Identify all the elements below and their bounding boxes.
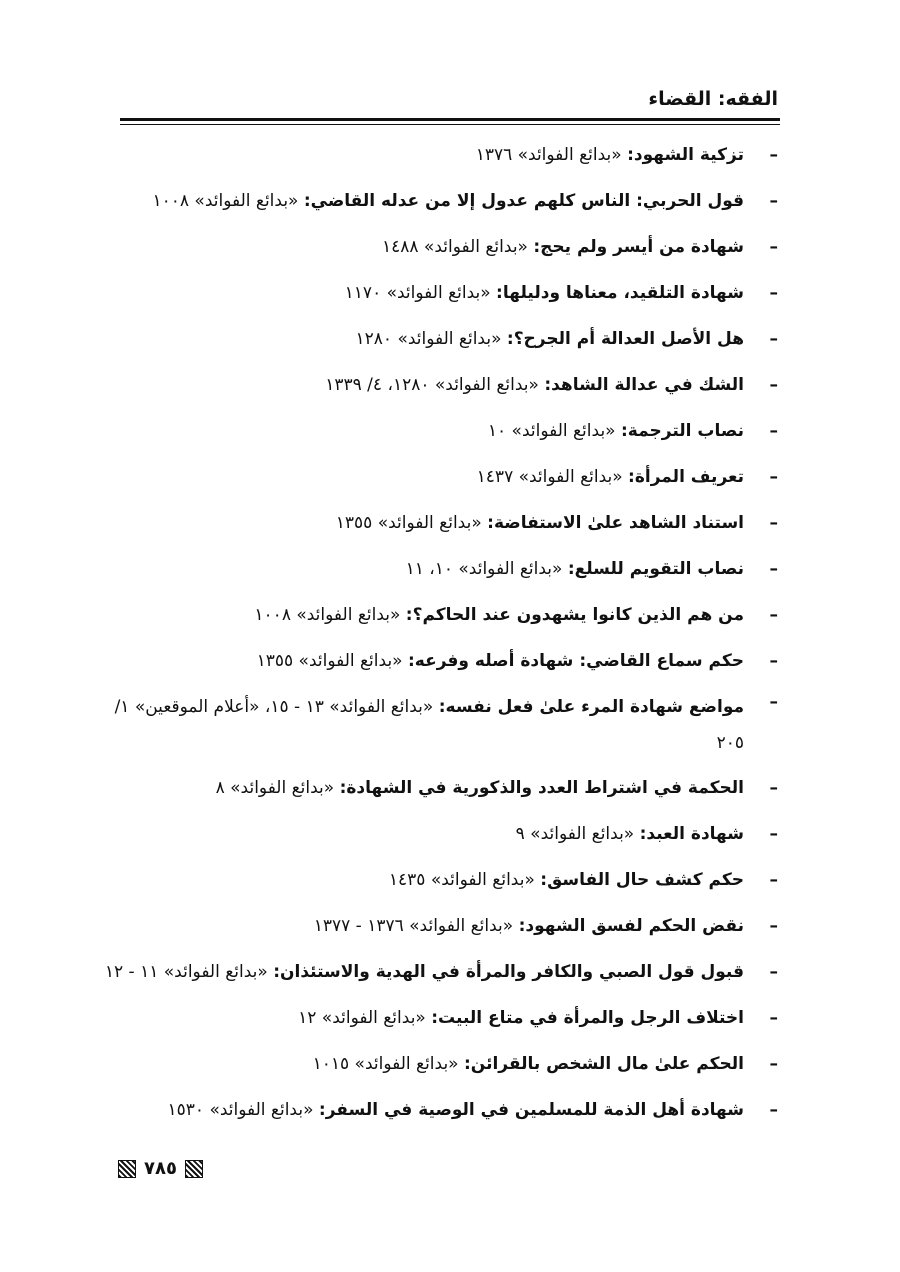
entry-topic: استناد الشاهد علىٰ الاستفاضة: <box>487 513 744 533</box>
entry-reference: «بدائع الفوائد» ١٢ <box>298 1008 426 1028</box>
index-entry <box>98 316 778 362</box>
index-entry <box>98 638 778 684</box>
entry-topic: الشك في عدالة الشاهد: <box>544 375 744 395</box>
index-entry <box>98 362 778 408</box>
entry-reference: «بدائع الفوائد» ١٣٥٥ <box>335 513 482 533</box>
index-entries-list <box>98 132 778 1133</box>
index-entry <box>98 178 778 224</box>
entry-dash: – <box>769 605 778 625</box>
entry-reference: «بدائع الفوائد» ١٤٨٨ <box>381 237 528 257</box>
index-entry <box>98 592 778 638</box>
entry-reference: «بدائع الفوائد» ١١ - ١٢ <box>104 962 268 982</box>
index-entry <box>98 949 778 995</box>
entry-reference: «بدائع الفوائد» ١٤٣٧ <box>476 467 623 487</box>
entry-topic: الحكمة في اشتراط العدد والذكورية في الشهادة: <box>339 778 744 798</box>
index-entry <box>98 454 778 500</box>
entry-dash: – <box>769 962 778 982</box>
entry-dash: – <box>769 329 778 349</box>
entry-topic: شهادة العبد: <box>639 824 744 844</box>
entry-reference: «بدائع الفوائد» ١٠٠٨ <box>254 605 401 625</box>
entry-topic: نصاب الترجمة: <box>620 421 744 441</box>
ornament-left-icon <box>118 1160 136 1178</box>
entry-reference: «بدائع الفوائد» ١٢٨٠، ٤/ ١٣٣٩ <box>325 375 539 395</box>
entry-topic: شهادة أهل الذمة للمسلمين في الوصية في السفر: <box>318 1100 744 1120</box>
page-footer <box>118 1158 203 1179</box>
entry-reference: «بدائع الفوائد» ١٠ <box>487 421 616 441</box>
entry-dash: – <box>769 513 778 533</box>
entry-topic: اختلاف الرجل والمرأة في متاع البيت: <box>431 1008 744 1028</box>
index-entry <box>98 995 778 1041</box>
index-entry <box>98 1087 778 1133</box>
entry-reference: «بدائع الفوائد» ١٠٠٨ <box>152 191 299 211</box>
header-rule-thick <box>120 118 780 121</box>
index-entry <box>98 765 778 811</box>
index-entry <box>98 811 778 857</box>
entry-reference: «بدائع الفوائد» ١٣٧٦ <box>475 145 622 165</box>
index-entry <box>98 224 778 270</box>
entry-dash: – <box>769 916 778 936</box>
section-header-title: الفقه: القضاء <box>648 88 778 110</box>
entry-dash: – <box>769 1008 778 1028</box>
entry-topic: حكم سماع القاضي: شهادة أصله وفرعه: <box>407 651 744 671</box>
header-rule-thin <box>120 124 780 125</box>
entry-reference: «بدائع الفوائد» ١٣٧٦ - ١٣٧٧ <box>313 916 514 936</box>
entry-topic: شهادة التلقيد، معناها ودليلها: <box>496 283 744 303</box>
entry-topic: نقض الحكم لفسق الشهود: <box>518 916 744 936</box>
entry-reference: «بدائع الفوائد» ١٣ - ١٥، «أعلام الموقعين» ١/ ٢٠٥ <box>114 697 744 753</box>
entry-dash: – <box>769 145 778 165</box>
ornament-right-icon <box>185 1160 203 1178</box>
page-number: ٧٨٥ <box>144 1158 177 1179</box>
index-entry <box>98 546 778 592</box>
entry-topic: حكم كشف حال الفاسق: <box>540 870 744 890</box>
entry-dash: – <box>769 191 778 211</box>
entry-topic: من هم الذين كانوا يشهدون عند الحاكم؟: <box>405 605 744 625</box>
index-entry <box>98 270 778 316</box>
entry-reference: «بدائع الفوائد» ٩ <box>515 824 635 844</box>
entry-topic: تزكية الشهود: <box>627 145 744 165</box>
entry-dash: – <box>769 692 778 712</box>
entry-dash: – <box>769 375 778 395</box>
index-entry <box>98 132 778 178</box>
entry-dash: – <box>769 467 778 487</box>
index-entry <box>98 1041 778 1087</box>
index-entry <box>98 903 778 949</box>
index-entry <box>98 684 778 765</box>
entry-topic: نصاب التقويم للسلع: <box>567 559 744 579</box>
entry-dash: – <box>769 1054 778 1074</box>
entry-topic: شهادة من أيسر ولم يحج: <box>533 237 744 257</box>
entry-topic: الحكم علىٰ مال الشخص بالقرائن: <box>464 1054 744 1074</box>
entry-dash: – <box>769 651 778 671</box>
entry-reference: «بدائع الفوائد» ١٣٥٥ <box>256 651 403 671</box>
index-entry <box>98 408 778 454</box>
entry-reference: «بدائع الفوائد» ١١٧٠ <box>344 283 491 303</box>
entry-dash: – <box>769 778 778 798</box>
entry-topic: قول الحربي: الناس كلهم عدول إلا من عدله القاضي: <box>303 191 744 211</box>
entry-reference: «بدائع الفوائد» ١٤٣٥ <box>388 870 535 890</box>
entry-reference: «بدائع الفوائد» ١٢٨٠ <box>355 329 502 349</box>
entry-topic: تعريف المرأة: <box>628 467 744 487</box>
entry-dash: – <box>769 1100 778 1120</box>
entry-dash: – <box>769 421 778 441</box>
entry-reference: «بدائع الفوائد» ٨ <box>215 778 335 798</box>
index-entry <box>98 857 778 903</box>
index-entry <box>98 500 778 546</box>
entry-dash: – <box>769 870 778 890</box>
entry-topic: مواضع شهادة المرء علىٰ فعل نفسه: <box>438 697 744 717</box>
entry-reference: «بدائع الفوائد» ١٥٣٠ <box>167 1100 314 1120</box>
entry-dash: – <box>769 237 778 257</box>
entry-topic: هل الأصل العدالة أم الجرح؟: <box>506 329 744 349</box>
entry-topic: قبول قول الصبي والكافر والمرأة في الهدية والاستئذان: <box>273 962 744 982</box>
entry-dash: – <box>769 283 778 303</box>
entry-reference: «بدائع الفوائد» ١٠١٥ <box>312 1054 459 1074</box>
entry-reference: «بدائع الفوائد» ١٠، ١١ <box>405 559 563 579</box>
entry-dash: – <box>769 824 778 844</box>
entry-dash: – <box>769 559 778 579</box>
